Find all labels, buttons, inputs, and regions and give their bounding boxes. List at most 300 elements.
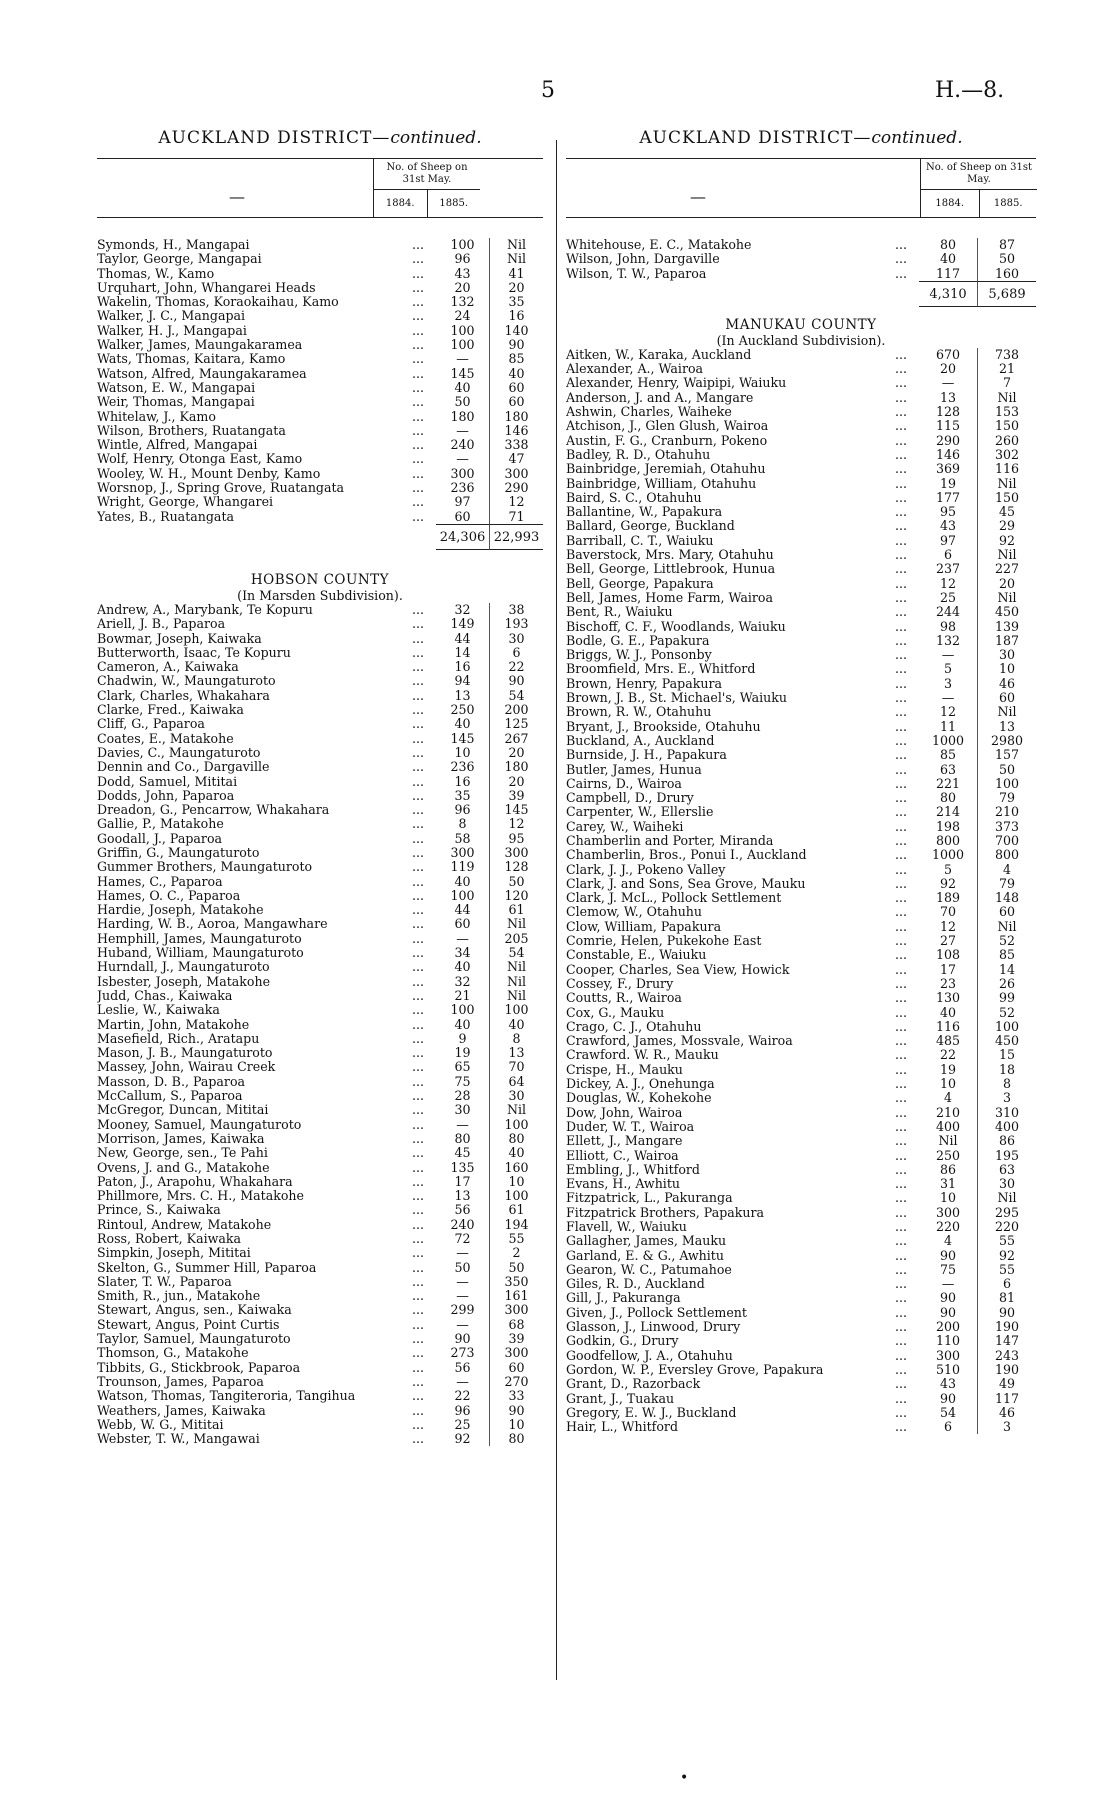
sheep-1884: 110 [935,1333,961,1349]
table-row [97,775,543,789]
table-row [566,1191,1036,1205]
sheep-1884: 108 [935,947,961,963]
leader-dots: ... [894,804,907,820]
subdivision-heading: (In Marsden Subdivision). [237,587,403,603]
leader-dots: ... [411,1402,424,1418]
section-spacer [566,307,1036,317]
table-row [97,875,543,889]
sheep-1884: 43 [939,1376,957,1392]
leader-dots: ... [894,575,907,591]
sheep-1884: 100 [450,237,475,252]
sheep-1884: 90 [454,1331,471,1347]
sheep-1885: Nil [489,989,543,1003]
farmer-name: Gallie, P., Matakohe [97,817,224,832]
table-row [97,452,543,466]
farmer-name: Watson, Thomas, Tangiteroria, Tangihua [97,1389,356,1404]
farmer-name: New, George, sen., Te Pahi [97,1146,268,1161]
sheep-1885: 302 [977,448,1036,462]
leader-dots: ... [894,1161,907,1177]
table-row [97,1060,543,1074]
table-row [566,791,1036,805]
table-row [566,376,1036,390]
sheep-1885: 260 [977,434,1036,448]
leader-dots: ... [894,718,907,734]
leader-dots: ... [411,759,424,775]
sheep-1884: 25 [454,1416,471,1432]
farmer-name: Clark, J. and Sons, Sea Grove, Mauku [566,876,806,891]
table-row [97,467,543,481]
sheep-1884: 75 [939,1261,957,1277]
farmer-name: Clow, William, Papakura [566,919,722,934]
sheep-1884: 244 [935,604,961,620]
leader-dots: ... [411,1130,424,1146]
sheep-1885: 60 [489,395,543,409]
sheep-1884: — [941,690,955,706]
leader-dots: ... [894,632,907,648]
leader-dots: ... [411,322,424,338]
sheep-1885: 8 [977,1077,1036,1091]
sheep-1885: 195 [977,1149,1036,1163]
farmer-name: Morrison, James, Kaiwaka [97,1131,265,1146]
farmer-name: Clark, J. McL., Pollock Settlement [566,891,782,906]
sheep-1885: 46 [977,677,1036,691]
sheep-1885: 125 [489,717,543,731]
farmer-name: Masson, D. B., Paparoa [97,1074,246,1089]
sheep-1884: 22 [939,1047,957,1063]
sheep-1885: 90 [489,1404,543,1418]
sheep-1885: 300 [489,1346,543,1360]
farmer-name: Aitken, W., Karaka, Auckland [566,347,752,362]
sheep-header [920,159,1037,217]
sheep-1885: 300 [489,846,543,860]
table-row [566,834,1036,848]
leader-dots: ... [411,1331,424,1347]
sheep-1884: 4 [943,1090,952,1106]
sheep-1885: 150 [977,419,1036,433]
farmer-name: Wilson, Brothers, Ruatangata [97,423,286,438]
sheep-1884: 6 [943,1419,952,1435]
sheep-1885: 117 [977,1392,1036,1406]
sheep-1885: 220 [977,1220,1036,1234]
sheep-1884: 43 [939,518,957,534]
table-row [566,977,1036,991]
table-row [566,777,1036,791]
table-row [97,338,543,352]
table-row [97,889,543,903]
leader-dots: ... [411,1030,424,1046]
sheep-1884: 28 [454,1088,471,1104]
leader-dots: ... [894,1361,907,1377]
sheep-1884: 117 [935,265,961,281]
leader-dots: ... [894,1090,907,1106]
farmer-name: Goodall, J., Paparoa [97,831,223,846]
farmer-name: Gill, J., Pakuranga [566,1291,681,1306]
farmer-name: Hardie, Joseph, Matakohe [97,903,264,918]
table-row [566,1120,1036,1134]
sheep-1885: 80 [489,1432,543,1446]
table-row [566,1149,1036,1163]
document-code: H.—8. [935,78,1005,103]
sheep-1884: 510 [935,1361,961,1377]
sheep-1885: 30 [977,648,1036,662]
table-row [97,1146,543,1160]
farmer-name: Clemow, W., Otahuhu [566,905,703,920]
sheep-1884: 100 [450,887,475,903]
sheep-1885: 2980 [977,734,1036,748]
sheep-1885: 90 [489,338,543,352]
table-row [566,1320,1036,1334]
farmer-name: Weir, Thomas, Mangapai [97,395,255,410]
table-row [566,362,1036,376]
sheep-1885: 33 [489,1389,543,1403]
sheep-1885: 79 [977,791,1036,805]
sheep-1884: 299 [450,1302,475,1318]
leader-dots: ... [894,1304,907,1320]
sheep-1885: 92 [977,534,1036,548]
sheep-1885: 50 [977,763,1036,777]
farmer-name: Slater, T. W., Paparoa [97,1274,232,1289]
farmer-name: Constable, E., Waiuku [566,948,707,963]
table-row [566,462,1036,476]
district-title: AUCKLAND DISTRICT—continued. [158,128,482,148]
farmer-name: Taylor, George, Mangapai [97,252,262,267]
sheep-1885: 50 [489,875,543,889]
farmer-name: Bell, James, Home Farm, Wairoa [566,590,774,605]
leader-dots: ... [894,904,907,920]
sheep-1885: 153 [977,405,1036,419]
table-row [566,648,1036,662]
sheep-1885: 70 [489,1060,543,1074]
leader-dots: ... [411,1073,424,1089]
leader-dots: ... [894,761,907,777]
farmer-name: Griffin, G., Maungaturoto [97,845,260,860]
sheep-1884: 90 [939,1304,957,1320]
farmer-name: Fitzpatrick Brothers, Papakura [566,1205,765,1220]
leader-dots: ... [894,547,907,563]
table-row [566,1020,1036,1034]
table-row [566,1406,1036,1420]
farmer-name: Anderson, J. and A., Mangare [566,390,754,405]
sheep-1885: 190 [977,1320,1036,1334]
farmer-name: Crawford. W. R., Mauku [566,1048,719,1063]
farmer-name: Dickey, A. J., Onehunga [566,1077,715,1092]
leader-dots: ... [894,947,907,963]
leader-dots: ... [894,404,907,420]
sheep-1885: 80 [489,1132,543,1146]
sheep-1885: Nil [489,917,543,931]
table-row [566,577,1036,591]
sheep-1884: 98 [939,618,957,634]
sheep-1885: Nil [489,252,543,266]
table-row [566,477,1036,491]
sheep-1885: 350 [489,1275,543,1289]
farmer-name: Andrew, A., Marybank, Te Kopuru [97,602,313,617]
table-row [97,1261,543,1275]
farmer-name: Clark, J. J., Pokeno Valley [566,862,726,877]
sheep-1884: 40 [454,873,471,889]
sheep-1885: 55 [977,1234,1036,1248]
farmer-name: Hames, C., Paparoa [97,874,223,889]
table-row [566,705,1036,719]
sheep-1884: 273 [450,1345,475,1361]
farmer-name: Ellett, J., Mangare [566,1134,683,1149]
table-row [97,267,543,281]
table-row [97,352,543,366]
table-row [97,309,543,323]
sheep-1885: 450 [977,1034,1036,1048]
sheep-1885: 210 [977,805,1036,819]
leader-dots: ... [894,432,907,448]
farmer-name: Alexander, A., Wairoa [566,362,704,377]
leader-dots: ... [411,351,424,367]
farmer-name: Worsnop, J., Spring Grove, Ruatangata [97,481,345,496]
sheep-1885: Nil [977,548,1036,562]
sheep-1885: 128 [489,860,543,874]
leader-dots: ... [894,933,907,949]
table-row [97,395,543,409]
farmer-name: Judd, Chas., Kaiwaka [97,988,233,1003]
farmer-name: Godkin, G., Drury [566,1334,679,1349]
farmer-name: Smith, R., jun., Matakohe [97,1289,261,1304]
table-row [566,1048,1036,1062]
farmer-name: Ballard, George, Buckland [566,519,735,534]
sheep-1885: 55 [977,1263,1036,1277]
leader-dots: ... [894,661,907,677]
sheep-1885: 41 [489,267,543,281]
leader-dots: ... [894,1376,907,1392]
sheep-1884: 149 [450,616,475,632]
table-row [566,934,1036,948]
leader-dots: ... [411,930,424,946]
leader-dots: ... [411,480,424,496]
sheep-1885: 45 [977,505,1036,519]
table-row [566,863,1036,877]
table-row [97,846,543,860]
leader-dots: ... [411,744,424,760]
table-row [566,1077,1036,1091]
sheep-1885: Nil [489,960,543,974]
sheep-1885: 194 [489,1218,543,1232]
leader-dots: ... [894,1247,907,1263]
table-row [566,748,1036,762]
sheep-1884: 44 [454,902,471,918]
leader-dots: ... [411,379,424,395]
farmer-name: Watson, Alfred, Maungakaramea [97,366,307,381]
farmer-name: Dodd, Samuel, Mititai [97,774,238,789]
year-1885: 1885. [427,190,481,217]
sheep-1885: 267 [489,732,543,746]
sheep-1885: 40 [489,1146,543,1160]
farmer-name: Carey, W., Waiheki [566,819,684,834]
sheep-1885: 99 [977,991,1036,1005]
sheep-1884: 236 [450,759,475,775]
table-row [566,348,1036,362]
table-row [566,848,1036,862]
farmer-name: Webster, T. W., Mangawai [97,1432,260,1447]
sheep-1884: — [456,1116,469,1132]
sheep-1885: 79 [977,877,1036,891]
sheep-1885: 61 [489,1203,543,1217]
table-row [97,989,543,1003]
sheep-1884: 97 [939,532,957,548]
farmer-name: Hurndall, J., Maungaturoto [97,960,270,975]
table-row [97,732,543,746]
sheep-1884: 300 [450,844,475,860]
leader-dots: ... [894,1204,907,1220]
sheep-1885: 310 [977,1106,1036,1120]
table-row [97,1189,543,1203]
farmer-name: Carpenter, W., Ellerslie [566,805,714,820]
table-row [97,1361,543,1375]
farmer-name: Wolf, Henry, Otonga East, Kamo [97,452,303,467]
table-row [566,434,1036,448]
table-row [566,677,1036,691]
table-row [97,1332,543,1346]
farmer-name: Thomas, W., Kamo [97,266,215,281]
table-row [97,689,543,703]
sheep-1885: 54 [489,689,543,703]
sheep-1885: 50 [977,252,1036,266]
leader-dots: ... [894,1333,907,1349]
table-row [566,1091,1036,1105]
sheep-1884: — [941,647,955,663]
table-row [566,805,1036,819]
sheep-1885: 22 [489,660,543,674]
leader-dots: ... [894,918,907,934]
sheep-1884: 40 [939,251,957,267]
leader-dots: ... [894,561,907,577]
table-header [566,158,1036,218]
table-row [97,646,543,660]
table-row [97,367,543,381]
farmer-name: Bent, R., Waiuku [566,605,673,620]
farmer-name: Buckland, A., Auckland [566,733,715,748]
leader-dots: ... [894,1176,907,1192]
sheep-1884: 221 [935,775,961,791]
sheep-1884: 214 [935,804,961,820]
table-row [97,1175,543,1189]
sheep-1884: 17 [939,961,957,977]
sheep-1885: 8 [489,1032,543,1046]
table-row [97,424,543,438]
farmer-name: Burnside, J. H., Papakura [566,748,727,763]
sheep-1884: — [456,1273,469,1289]
farmer-name: Martin, John, Matakohe [97,1017,250,1032]
farmer-name: Walker, H. J., Mangapai [97,323,247,338]
sheep-1885: 49 [977,1377,1036,1391]
farmer-name: Symonds, H., Mangapai [97,238,250,252]
leader-dots: ... [411,465,424,481]
sheep-1885: 20 [489,746,543,760]
sheep-1885: 10 [977,662,1036,676]
sheep-1884: 32 [454,601,471,617]
sheep-1885: 38 [489,603,543,617]
sheep-1885: 13 [977,720,1036,734]
leader-dots: ... [411,1316,424,1332]
table-row [97,789,543,803]
table-row [566,1163,1036,1177]
sheep-header-title: No. of Sheep on 31st May. [374,159,480,190]
table-row [97,1346,543,1360]
table-row [566,267,1036,281]
farmer-name: Rintoul, Andrew, Matakohe [97,1217,272,1232]
farmer-name: Taylor, Samuel, Maungaturoto [97,1332,291,1347]
leader-dots: ... [411,294,424,310]
farmer-name: Bainbridge, William, Otahuhu [566,476,757,491]
farmer-name: Watson, E. W., Mangapai [97,380,256,395]
sheep-1885: 146 [489,424,543,438]
sheep-1885: 20 [977,577,1036,591]
farmer-name: Chamberlin and Porter, Miranda [566,833,774,848]
table-row [97,674,543,688]
farmer-name: Duder, W. T., Wairoa [566,1119,695,1134]
sheep-1885: 270 [489,1375,543,1389]
sheep-1884: 95 [939,504,957,520]
sheep-1885: Nil [977,920,1036,934]
farmer-name: Giles, R. D., Auckland [566,1277,705,1292]
sheep-1884: 128 [935,404,961,420]
farmer-name: Bowmar, Joseph, Kaiwaka [97,631,262,646]
leader-dots: ... [411,1002,424,1018]
table-row [97,1032,543,1046]
sheep-1884: 20 [939,361,957,377]
county-heading: HOBSON COUNTY [250,571,390,588]
sheep-1885: 100 [489,1118,543,1132]
leader-dots: ... [411,987,424,1003]
table-row [566,1392,1036,1406]
table-row [97,1218,543,1232]
leader-dots: ... [411,451,424,467]
farmer-name: Wakelin, Thomas, Koraokaihau, Kamo [97,295,339,310]
sheep-1884: — [456,1288,469,1304]
leader-dots: ... [411,308,424,324]
sheep-1884: 92 [939,875,957,891]
sheep-1885: 100 [489,1003,543,1017]
sheep-1884: 180 [450,408,475,424]
leader-dots: ... [894,975,907,991]
sheep-1885: 338 [489,438,543,452]
sheep-1884: 40 [454,959,471,975]
table-row [566,1349,1036,1363]
table-row [566,419,1036,433]
farmer-name: Ross, Robert, Kaiwaka [97,1232,242,1246]
leader-dots: ... [894,1233,907,1249]
sheep-1884: 44 [454,630,471,646]
farmer-name: Whitehouse, E. C., Matakohe [566,238,752,252]
sheep-1885: 71 [489,510,543,524]
leader-dots: ... [411,959,424,975]
table-row [566,963,1036,977]
sheep-1884: 9 [458,1030,467,1046]
table-row [566,720,1036,734]
sheep-1885: 160 [489,1161,543,1175]
leader-dots: ... [894,375,907,391]
sheep-1885: 52 [977,1006,1036,1020]
sheep-1885: 373 [977,820,1036,834]
table-row [566,238,1036,252]
sheep-1884: 32 [454,973,471,989]
sheep-1884: 31 [939,1176,957,1192]
table-row [566,877,1036,891]
sheep-1884: 200 [935,1319,961,1335]
sheep-1884: 210 [935,1104,961,1120]
leader-dots: ... [411,394,424,410]
table-row [97,946,543,960]
sheep-1884: 50 [454,394,471,410]
sheep-1884: — [456,1373,469,1389]
farmer-name: Fitzpatrick, L., Pakuranga [566,1191,733,1206]
sheep-1885: 81 [977,1291,1036,1305]
